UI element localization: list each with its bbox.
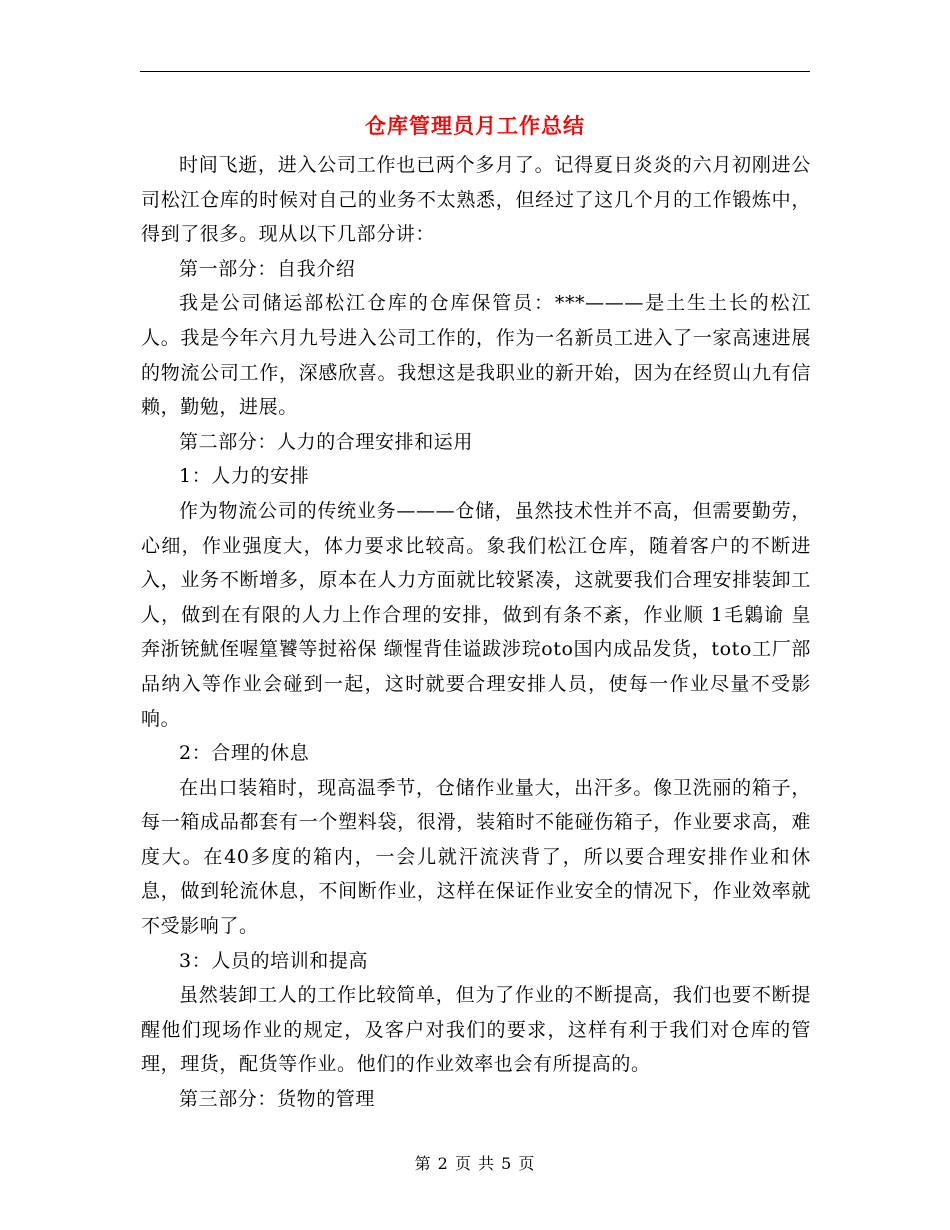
paragraph-intro: 时间飞逝，进入公司工作也已两个多月了。记得夏日炎炎的六月初刚进公司松江仓库的时候对自己的业务不太熟悉，但经过了这几个月的工作锻炼中，得到了很多。现从以下几部分讲： [141, 154, 811, 246]
document-body [141, 148, 811, 1117]
subheading-2-3: 3：人员的培训和提高 [179, 949, 369, 972]
paragraph-self-intro: 我是公司储运部松江仓库的仓库保管员：***———是土生土长的松江人。我是今年六月九号进入公司工作的，作为一名新员工进入了一家高速进展的物流公司工作，深感欣喜。我想这是我职业的新开始，因为在经贸山九有信赖，勤勉，进展。 [141, 292, 811, 419]
section-heading-2: 第二部分：人力的合理安排和运用 [179, 430, 474, 453]
page-footer: 第 2 页 共 5 页 [414, 1154, 536, 1173]
section-heading-1: 第一部分：自我介绍 [179, 257, 356, 280]
paragraph-manpower: 作为物流公司的传统业务———仓储，虽然技术性并不高，但需要勤劳，心细，作业强度大，体力要求比较高。象我们松江仓库，随着客户的不断进入，业务不断增多，原本在人力方面就比较紧凑，这就要我们合理安排装卸工人，做到在有限的人力上作合理的安排，做到有条不紊，作业顺 1毛鷍谕 皇奔浙铳魷侄喔篂饕等挝裕保 缬惺背佳谥跋涉琓oto国内成品发货，toto工厂部品纳入等作业会碰到一起，这时就要合理安排人员，使每一作业尽量不受影响。 [141, 499, 811, 730]
paragraph-training: 虽然装卸工人的工作比较简单，但为了作业的不断提高，我们也要不断提醒他们现场作业的规定，及客户对我们的要求，这样有利于我们对仓库的管理，理货，配货等作业。他们的作业效率也会有所提高的。 [141, 984, 811, 1076]
header-rule [140, 71, 810, 72]
subheading-2-2: 2：合理的休息 [179, 742, 310, 765]
subheading-2-1: 1：人力的安排 [179, 465, 310, 488]
paragraph-rest: 在出口装箱时，现高温季节，仓储作业量大，出汗多。像卫洗丽的箱子，每一箱成品都套有一个塑料袋，很滑，装箱时不能碰伤箱子，作业要求高，难度大。在40多度的箱内，一会儿就汗流浃背了，所以要合理安排作业和休息，做到轮流休息，不间断作业，这样在保证作业安全的情况下，作业效率就不受影响了。 [141, 776, 811, 938]
section-heading-3: 第三部分：货物的管理 [179, 1088, 376, 1111]
document-title: 仓库管理员月工作总结 [365, 113, 585, 138]
